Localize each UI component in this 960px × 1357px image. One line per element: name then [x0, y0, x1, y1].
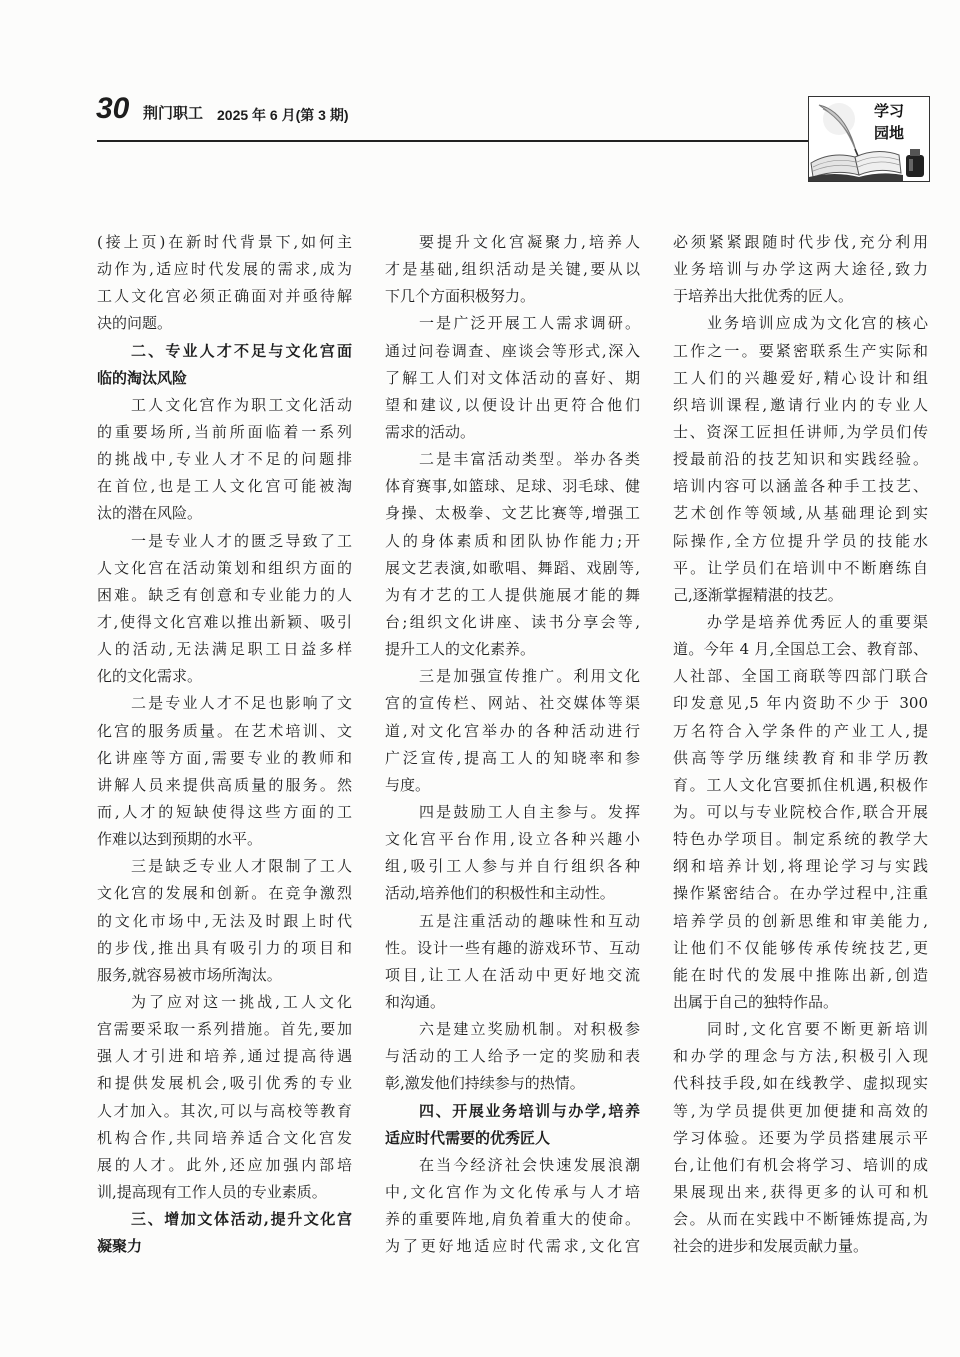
text-line: 果展现出来,获得更多的认可和机	[673, 1182, 928, 1201]
text-line: 艺术创作等领域,从基础理论到实	[673, 504, 928, 523]
text-line: 代科技手段,如在线教学、虚拟现实	[673, 1074, 928, 1093]
heading-line: 三、增加文体活动,提升文化宫	[131, 1210, 352, 1229]
header-rule	[97, 140, 808, 142]
text-line: 望和建议,以便设计出更符合他们	[385, 395, 640, 414]
section-heading	[385, 1098, 640, 1152]
text-line: 业务培训应成为文化宫的核心	[707, 314, 928, 333]
text-line: 社会的进步和发展贡献力量。	[673, 1237, 869, 1256]
paragraph	[97, 392, 352, 528]
text-line: 讲解人员来提供高质量的服务。然	[97, 775, 352, 794]
text-line: (接上页)在新时代背景下,如何主	[97, 233, 352, 251]
text-line: 际操作,全方位提升学员的技能水	[673, 531, 928, 550]
text-line: 六是建立奖励机制。对积极参	[419, 1020, 640, 1039]
text-line: 需求的活动。	[385, 422, 476, 441]
text-line: 的挑战中,专业人才不足的问题排	[97, 450, 352, 469]
column-2	[385, 229, 640, 1260]
paragraph	[385, 310, 640, 446]
text-line: 授最前沿的技艺知识和实践经验。	[673, 450, 928, 469]
text-line: 人才加入。其次,可以与高校等教育	[97, 1101, 352, 1120]
text-line: 中,文化宫作为文化传承与人才培	[385, 1182, 640, 1201]
text-line: 文化宫平台作用,设立各种兴趣小	[385, 830, 640, 849]
text-line: 道。今年 4 月,全国总工会、教育部、	[673, 640, 928, 659]
text-line: 才是基础,组织活动是关键,要从以	[385, 260, 640, 279]
text-line: 为。可以与专业院校合作,联合开展	[673, 802, 928, 821]
text-line: 的文化市场中,无法及时跟上时代	[97, 911, 352, 930]
text-line: 出属于自己的独特作品。	[673, 992, 839, 1011]
paragraph	[385, 1152, 640, 1261]
text-line: 身操、太极拳、文艺比赛等,增强工	[385, 504, 640, 523]
text-line: 己,逐渐掌握精湛的技艺。	[673, 585, 843, 604]
text-line: 会。从而在实践中不断锤炼提高,为	[673, 1210, 928, 1229]
paragraph	[673, 229, 928, 310]
text-line: 台;组织文化讲座、读书分享会等,	[385, 612, 640, 631]
text-line: 业务培训与办学这两大途径,致力	[673, 260, 928, 279]
text-line: 二是丰富活动类型。举办各类	[419, 450, 640, 469]
heading-line: 二、专业人才不足与文化宫面	[131, 341, 352, 360]
text-line: 同时,文化宫要不断更新培训	[707, 1020, 928, 1039]
text-line: 活动,培养他们的积极性和主动性。	[385, 884, 615, 903]
heading-line: 四、开展业务培训与办学,培养	[419, 1101, 640, 1120]
section-heading	[97, 338, 352, 392]
text-line: 五是注重活动的趣味性和互动	[419, 911, 640, 930]
text-line: 工人文化宫作为职工文化活动	[131, 395, 352, 414]
paragraph	[97, 229, 352, 338]
paragraph	[673, 310, 928, 609]
issue-date: 2025 年 6 月(第 3 期)	[217, 107, 349, 123]
text-line: 印发意见,5 年内资助不少于 300	[673, 694, 928, 713]
paragraph	[97, 690, 352, 853]
text-line: 化讲座等方面,需要专业的教师和	[97, 748, 352, 767]
text-line: 强人才引进和培养,通过提高待遇	[97, 1047, 352, 1066]
paragraph	[673, 1016, 928, 1260]
text-line: 机构合作,共同培养适合文化宫发	[97, 1128, 352, 1147]
text-line: 宫的宣传栏、网站、社交媒体等渠	[385, 694, 640, 713]
text-line: 的步伐,推出具有吸引力的项目和	[97, 938, 352, 957]
heading-line: 凝聚力	[97, 1237, 143, 1256]
text-line: 培训内容可以涵盖各种手工技艺、	[673, 477, 928, 496]
text-line: 道,对文化宫举办的各种活动进行	[385, 721, 640, 740]
text-line: 万名符合入学条件的产业工人,提	[673, 721, 928, 740]
text-line: 困难。缺乏有创意和专业能力的人	[97, 585, 352, 604]
text-line: 化宫的服务质量。在艺术培训、文	[97, 721, 352, 740]
text-line: 项目,让工人在活动中更好地交流	[385, 965, 640, 984]
text-line: 的重要场所,当前所面临着一系列	[97, 422, 352, 441]
text-line: 动作为,适应时代发展的需求,成为	[97, 260, 352, 279]
text-line: 学习体验。还要为学员搭建展示平	[673, 1128, 928, 1147]
text-line: 士、资深工匠担任讲师,为学员们传	[673, 422, 928, 441]
text-line: 宫需要采取一系列措施。首先,要加	[97, 1020, 352, 1039]
text-line: 和沟通。	[385, 992, 446, 1011]
text-line: 为了应对这一挑战,工人文化	[131, 992, 352, 1011]
text-line: 训,提高现有工作人员的专业素质。	[97, 1182, 327, 1201]
text-line: 一是专业人才的匮乏导致了工	[131, 531, 352, 550]
text-line: 为有才艺的工人提供施展才能的舞	[385, 585, 640, 604]
column-1	[97, 229, 352, 1260]
text-line: 要提升文化宫凝聚力,培养人	[419, 233, 640, 251]
column-3	[673, 229, 928, 1260]
text-line: 体育赛事,如篮球、足球、羽毛球、健	[385, 477, 640, 496]
page-number: 30	[96, 92, 130, 125]
text-line: 展的人才。此外,还应加强内部培	[97, 1155, 352, 1174]
text-line: 而,人才的短缺使得这些方面的工	[97, 802, 352, 821]
text-line: 三是加强宣传推广。利用文化	[419, 667, 640, 686]
paragraph	[385, 799, 640, 908]
text-line: 和办学的理念与方法,积极引入现	[673, 1047, 928, 1066]
text-line: 彰,激发他们持续参与的热情。	[385, 1074, 585, 1093]
text-line: 在首位,也是工人文化宫可能被淘	[97, 477, 352, 496]
text-line: 人的身体素质和团队协作能力;开	[385, 531, 640, 550]
text-line: 性。设计一些有趣的游戏环节、互动	[385, 938, 640, 957]
section-heading	[97, 1206, 352, 1260]
heading-line: 适应时代需要的优秀匠人	[385, 1128, 551, 1147]
text-line: 等,为学员提供更加便捷和高效的	[673, 1101, 928, 1120]
text-line: 于培养出大批优秀的匠人。	[673, 287, 854, 306]
text-line: 平。让学员们在培训中不断磨练自	[673, 558, 928, 577]
paragraph	[385, 1016, 640, 1097]
text-line: 二是专业人才不足也影响了文	[131, 694, 352, 713]
text-line: 服务,就容易被市场所淘汰。	[97, 965, 282, 984]
text-line: 特色办学项目。制定系统的教学大	[673, 830, 928, 849]
text-line: 培养学员的创新思维和审美能力,	[673, 911, 928, 930]
text-line: 一是广泛开展工人需求调研。	[419, 314, 640, 333]
section-badge	[808, 96, 930, 182]
text-line: 化的文化需求。	[97, 667, 203, 686]
text-line: 人社部、全国工商联等四部门联合	[673, 667, 928, 686]
paragraph	[385, 446, 640, 663]
paragraph	[673, 609, 928, 1016]
paragraph	[97, 528, 352, 691]
text-line: 才,使得文化宫难以推出新颖、吸引	[97, 612, 352, 631]
text-line: 让他们不仅能够传承传统技艺,更	[673, 938, 928, 957]
text-line: 工人文化宫必须正确面对并亟待解	[97, 287, 352, 306]
text-line: 了解工人们对文体活动的喜好、期	[385, 368, 640, 387]
text-line: 人文化宫在活动策划和组织方面的	[97, 558, 352, 577]
text-line: 台,让他们有机会将学习、培训的成	[673, 1155, 928, 1174]
paragraph	[385, 663, 640, 799]
text-line: 与活动的工人给予一定的奖励和表	[385, 1047, 640, 1066]
text-line: 与度。	[385, 775, 431, 794]
text-line: 提升工人的文化素养。	[385, 640, 536, 659]
magazine-title: 荆门职工	[143, 105, 204, 122]
text-line: 文化宫的发展和创新。在竞争激烈	[97, 884, 352, 903]
text-line: 汰的潜在风险。	[97, 504, 203, 523]
text-line: 广泛宣传,提高工人的知晓率和参	[385, 748, 640, 767]
text-line: 组,吸引工人参与并自行组织各种	[385, 857, 640, 876]
text-line: 工人们的兴趣爱好,精心设计和组	[673, 368, 928, 387]
text-line: 必须紧紧跟随时代步伐,充分利用	[673, 233, 928, 251]
text-line: 纲和培养计划,将理论学习与实践	[673, 857, 928, 876]
text-line: 下几个方面积极努力。	[385, 287, 536, 306]
text-line: 作难以达到预期的水平。	[97, 830, 263, 849]
text-line: 决的问题。	[97, 314, 173, 333]
text-line: 展文艺表演,如歌唱、舞蹈、戏剧等,	[385, 558, 640, 577]
text-line: 操作紧密结合。在办学过程中,注重	[673, 884, 928, 903]
text-line: 织培训课程,邀请行业内的专业人	[673, 395, 928, 414]
text-line: 育。工人文化宫要抓住机遇,积极作	[673, 775, 928, 794]
badge-line-1: 学习	[873, 103, 904, 120]
paragraph	[97, 989, 352, 1206]
text-line: 养的重要阵地,肩负着重大的使命。	[385, 1210, 640, 1229]
text-line: 供高等学历继续教育和非学历教	[673, 748, 928, 767]
text-line: 办学是培养优秀匠人的重要渠	[707, 612, 928, 631]
heading-line: 临的淘汰风险	[97, 368, 188, 387]
text-line: 在当今经济社会快速发展浪潮	[419, 1155, 640, 1174]
text-line: 三是缺乏专业人才限制了工人	[131, 857, 352, 876]
text-line: 工作之一。要紧密联系生产实际和	[673, 341, 928, 360]
paragraph	[97, 853, 352, 989]
text-line: 为了更好地适应时代需求,文化宫	[385, 1237, 640, 1256]
text-line: 能在时代的发展中推陈出新,创造	[673, 965, 928, 984]
text-line: 和提供发展机会,吸引优秀的专业	[97, 1074, 352, 1093]
badge-line-2: 园地	[873, 125, 904, 142]
paragraph	[385, 908, 640, 1017]
text-line: 四是鼓励工人自主参与。发挥	[419, 802, 640, 821]
paragraph	[385, 229, 640, 310]
text-line: 人的活动,无法满足职工日益多样	[97, 640, 352, 659]
text-line: 通过问卷调查、座谈会等形式,深入	[385, 341, 640, 360]
